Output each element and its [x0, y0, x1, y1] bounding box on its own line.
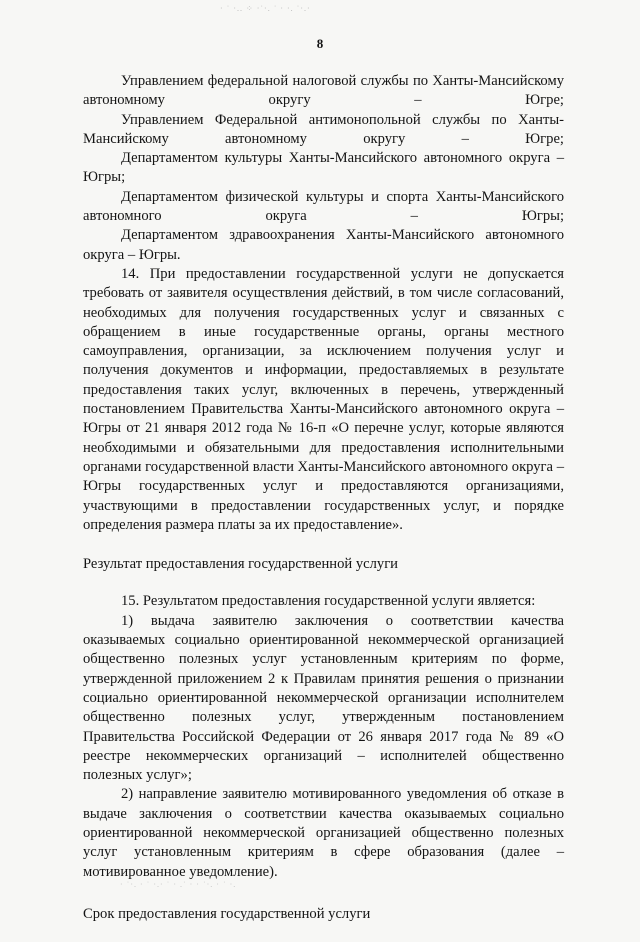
paragraph-15: 15. Результатом предоставления государственной услуги является:: [121, 593, 536, 610]
list-item-sport-department: Департаментом физической культуры и спорта Ханты-Мансийского автономного округа – Югры;: [83, 188, 564, 225]
section-heading-term: Срок предоставления государственной услуги: [83, 905, 371, 922]
section-heading-result: Результат предоставления государственной услуги: [83, 556, 398, 573]
result-item-2: 2) направление заявителю мотивированного уведомления об отказе в выдаче заключения о соответствии качества оказываемых социально ориентированной некоммерческой организацией общественно полезных услуг установленным критериям в сфере образования (далее – мотивированное уведомление).: [83, 786, 564, 880]
scan-artifact-bottom: · ˙·. · ˙ ·.· ˙ · .˙ · · ˙·. · ˙ ·.: [120, 880, 237, 889]
document-body: [83, 72, 564, 942]
paragraph-14: 14. При предоставлении государственной услуги не допускается требовать от заявителя осуществления действий, в том числе согласований, необходимых для получения государственных услуг и связанных с обращением в иные государственные органы, органы местного самоуправления, организации, за исключением получения услуг и получения документов и информации, предоставляемых в результате предоставления таких услуг, включенных в перечень, утвержденный постановлением Правительства Ханты-Мансийского автономного округа – Югры от 21 января 2012 года № 16-п «О перечне услуг, которые являются необходимыми и обязательными для предоставления исполнительными органами государственной власти Ханты-Мансийского автономного округа – Югры государственных услуг и предоставляются организациями, участвующими в предоставлении государственных услуг, и порядке определения размера платы за их предоставление».: [83, 265, 564, 533]
list-item-antimonopoly-service: Управлением Федеральной антимонопольной службы по Ханты-Мансийскому автономному округу – Югре;: [83, 111, 564, 147]
list-item-tax-service: Управлением федеральной налоговой службы по Ханты-Мансийскому автономному округу – Югре;: [83, 73, 564, 109]
list-item-culture-department: Департаментом культуры Ханты-Мансийского автономного округа – Югры;: [83, 150, 564, 186]
page-number: 8: [316, 36, 324, 51]
result-item-1: 1) выдача заявителю заключения о соответствии качества оказываемых социально ориентированной некоммерческой организацией общественно полезных услуг установленным критериям по форме, утвержденной приложением 2 к Правилам принятия решения о признании социально ориентированной некоммерческой организации исполнителем общественно полезных услуг, утвержденным постановлением Правительства Российской Федерации от 26 января 2017 года № 89 «О реестре некоммерческих организаций – исполнителей общественно полезных услуг»;: [83, 612, 564, 784]
scan-artifact-top: · ˙ ·.. ⁘ ·˙·. ˙ · ·. ˙·.·: [220, 4, 311, 13]
list-item-health-department: Департаментом здравоохранения Ханты-Мансийского автономного округа – Югры.: [83, 227, 564, 263]
